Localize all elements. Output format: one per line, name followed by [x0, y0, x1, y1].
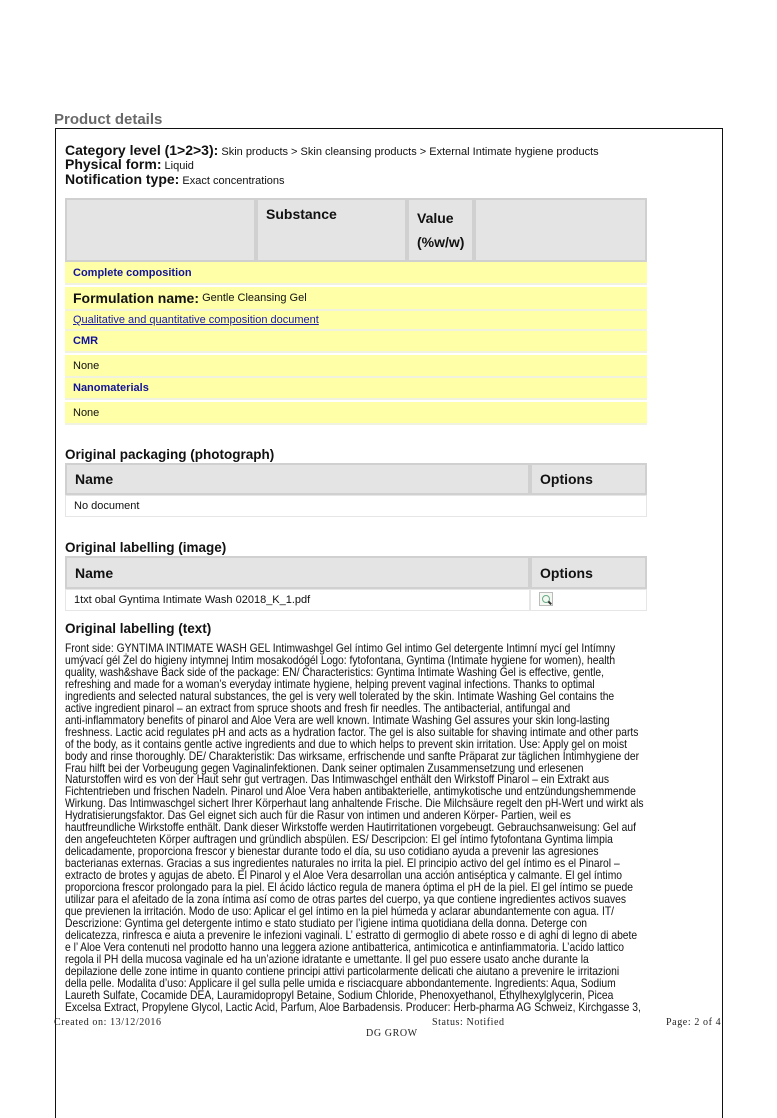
- header-empty: [65, 198, 256, 262]
- text-line: utilizar para el afeitado de la zona íntima así como de otras partes del cuerpo, ya que contiene ingredientes activos suaves: [65, 892, 627, 907]
- table-row: [65, 495, 647, 517]
- text-line: proporciona frescor prolongado para la piel. El ácido láctico regula de manera óptima el pH de la piel. El gel íntimo se puede: [65, 880, 633, 895]
- complete-composition-heading: Complete composition: [65, 262, 647, 285]
- packaging-section-title: Original packaging (photograph): [65, 447, 275, 462]
- labelling-image-table: [65, 556, 647, 611]
- text-line: ingredients and selected natural substances, the gel is very well tolerated by the skin. Intimate Washing Gel contains the: [65, 688, 615, 703]
- labelling-image-section-title: Original labelling (image): [65, 540, 227, 555]
- header-value: [407, 198, 474, 262]
- composition-document-link[interactable]: Qualitative and quantitative composition document: [73, 314, 319, 326]
- category-value: Skin products > Skin cleansing products > External Intimate hygiene products: [221, 146, 599, 158]
- footer-page: Page: 2 of 4: [666, 1017, 722, 1028]
- col-options: Options: [530, 556, 647, 589]
- physical-form-label: Physical form:: [65, 156, 162, 172]
- notification-type-value: Exact concentrations: [182, 175, 285, 187]
- nanomaterials-heading: Nanomaterials: [65, 378, 647, 400]
- text-line: regola il PH della mucosa vaginale ed ha un’azione idratante e umettante. Il gel puo essere usato anche durante la: [65, 951, 589, 966]
- text-line: Front side: GYNTIMA INTIMATE WASH GEL Intimwashgel Gel íntimo Gel intimo Gel detergente Intimní mycí gel Intímny: [65, 641, 616, 655]
- header-value-label: Value: [417, 210, 454, 226]
- text-line: Excelsa Extract, Propylene Glycol, Lactic Acid, Parfum, Aloe Barbadensis. Producer: Herb-pharma AG Schweiz, Kirchgasse 3,: [65, 999, 641, 1014]
- text-line: bacterianas externas. Gracias a sus ingredientes naturales no irrita la piel. El principio activo del gel íntimo es el Pinarol –: [65, 856, 620, 871]
- table-row: [65, 589, 647, 611]
- footer-status: Status: Notified: [432, 1017, 505, 1028]
- notification-type-field: [65, 171, 285, 187]
- physical-form-field: [65, 156, 194, 172]
- text-line: hautfreundliche Wirkstoffe enthält. Dank dieser Wirkstoffe werden Hautirritationen vorgebeugt. Gebrauchsanweisung: Gel auf: [65, 820, 636, 835]
- text-line: den angefeuchteten Körper auftragen und gründlich abspülen. ES/ Descripcion: El gel íntimo fytofontana Gyntima limpia: [65, 832, 613, 847]
- file-name-cell: 1txt obal Gyntima Intimate Wash 02018_K_1.pdf: [65, 589, 530, 611]
- text-line: Laureth Sulfate, Cocamide DEA, Lauramidopropyl Betaine, Sodium Chloride, Phenoxyethanol, Ethylhexylglycerin, Picea: [65, 987, 614, 1002]
- text-line: body and rinse thoroughly. DE/ Charakteristik: Das wirksame, erfrischende und sanfte Präparat zur täglichen Intimhygiene der: [65, 748, 640, 763]
- text-line: della pelle. Modalita d’uso: Applicare il gel sulla pelle umida e risciacquare abbondantemente. Ingredients: Aqua, Sodium: [65, 975, 616, 990]
- footer-org: DG GROW: [366, 1028, 418, 1039]
- text-line: umývací gél Żel do higieny intymnej Intim mosakodógél Logo: fytofontana, Gyntima (Intimate hygiene for women), health: [65, 652, 616, 667]
- text-line: Naturstoffen wird es von der Haut sehr gut vertragen. Das Intimwaschgel enthält den Wirkstoff Pinarol – ein Extrakt aus: [65, 772, 609, 787]
- text-line: refreshing and made for a woman’s everyday intimate hygiene, helping prevent vaginal infections. Thanks to optimal: [65, 676, 595, 691]
- text-line: Fichtentrieben und frischen Nadeln. Pinarol und Aloe Vera haben antibakterielle, antimykotische und entzündungshemmende: [65, 784, 636, 799]
- formulation-name-label: Formulation name:: [73, 290, 200, 306]
- labelling-text-body: [65, 643, 667, 1014]
- text-line: delicatezza, rinfresca e aiuta a prevenire le infezioni vaginali. L’ estratto di germoglio di abete rosso e di aghi di legno di abete: [65, 927, 638, 942]
- text-line: depilazione delle zone intime in quanto contiene principi attivi particolarmente delicati che aiutano a prevenire le irritazioni: [65, 963, 620, 978]
- text-line: delicadamente, proporciona frescor y bienestar durante todo el día, su uso cotidiano ayuda a prevenir las agresiones: [65, 844, 599, 859]
- text-line: Descrizione: Gyntima gel detergente intimo e stato studiato per l’igiene intima quotidiana della donna. Deterge con: [65, 915, 588, 930]
- page-title: Product details: [54, 111, 163, 128]
- header-empty-2: [474, 198, 647, 262]
- nanomaterials-value: None: [65, 402, 647, 425]
- cmr-heading: CMR: [65, 331, 647, 353]
- composition-table-header: [65, 198, 647, 262]
- col-name: Name: [65, 463, 530, 495]
- cmr-value: None: [65, 355, 647, 378]
- col-name: Name: [65, 556, 530, 589]
- packaging-table: [65, 463, 647, 517]
- labelling-text-section-title: Original labelling (text): [65, 621, 212, 636]
- header-substance: Substance: [256, 198, 407, 262]
- header-value-unit: (%w/w): [417, 234, 465, 250]
- physical-form-value: Liquid: [164, 160, 194, 172]
- text-line: anti-inflammatory benefits of pinarol and Aloe Vera are well known. Intimate Washing Gel assures your skin long-lasting: [65, 712, 610, 727]
- text-line: Frau hilft bei der Vorbeugung gegen Vaginalinfektionen. Dank seiner optimalen Zusammensetzung und erlesenen: [65, 760, 584, 775]
- text-line: freshness. Lactic acid regulates pH and acts as a hydration factor. The gel is also suitable for shaving intimate and other parts: [65, 724, 639, 739]
- text-line: e l’ Aloe Vera contenuti nel prodotto hanno una leggera azione antibatterica, antimicotica e antinfiammatoria. L’acido lattico: [65, 939, 624, 954]
- col-options: Options: [530, 463, 647, 495]
- footer-created: Created on: 13/12/2016: [54, 1017, 162, 1028]
- magnifier-icon[interactable]: [539, 592, 553, 606]
- composition-document-row: [65, 311, 647, 331]
- category-label: Category level (1>2>3):: [65, 142, 219, 158]
- text-line: Wirkung. Das Intimwaschgel sichert Ihrer Körperhaut lang anhaltende Frische. Die Milchsäure regelt den pH-Wert und wirkt als: [65, 796, 644, 811]
- notification-type-label: Notification type:: [65, 171, 180, 187]
- text-line: quality, wash&shave Back side of the package: EN/ Characteristics: Gyntima Intimate Washing Gel is effective, gentle,: [65, 664, 605, 679]
- text-line: of the body, as it contains gentle active ingredients and due to which helps to prevent skin irritation. Use: Apply gel on moist: [65, 736, 627, 751]
- text-line: Hydratisierungsfaktor. Das Gel eignet sich auch für die Rasur von intimen und anderen Körper- Partien, weil es: [65, 808, 571, 823]
- formulation-name-value: Gentle Cleansing Gel: [202, 292, 307, 304]
- text-line: que previenen la irritación. Modo de uso: Aplicar el gel íntimo en la piel húmeda y aclarar abundantemente con agua. IT/: [65, 903, 615, 918]
- options-cell: [530, 589, 647, 611]
- no-document-cell: No document: [65, 495, 647, 517]
- text-line: extracto de brotes y agujas de abeto. El Pinarol y el Aloe Vera desarrollan una acción antiséptica y calmante. El gel íntimo: [65, 868, 623, 883]
- formulation-name-row: [65, 287, 647, 311]
- text-line: active ingredient pinarol – an extract from spruce shoots and fresh fir needles. The antibacterial, antifungal and: [65, 700, 571, 715]
